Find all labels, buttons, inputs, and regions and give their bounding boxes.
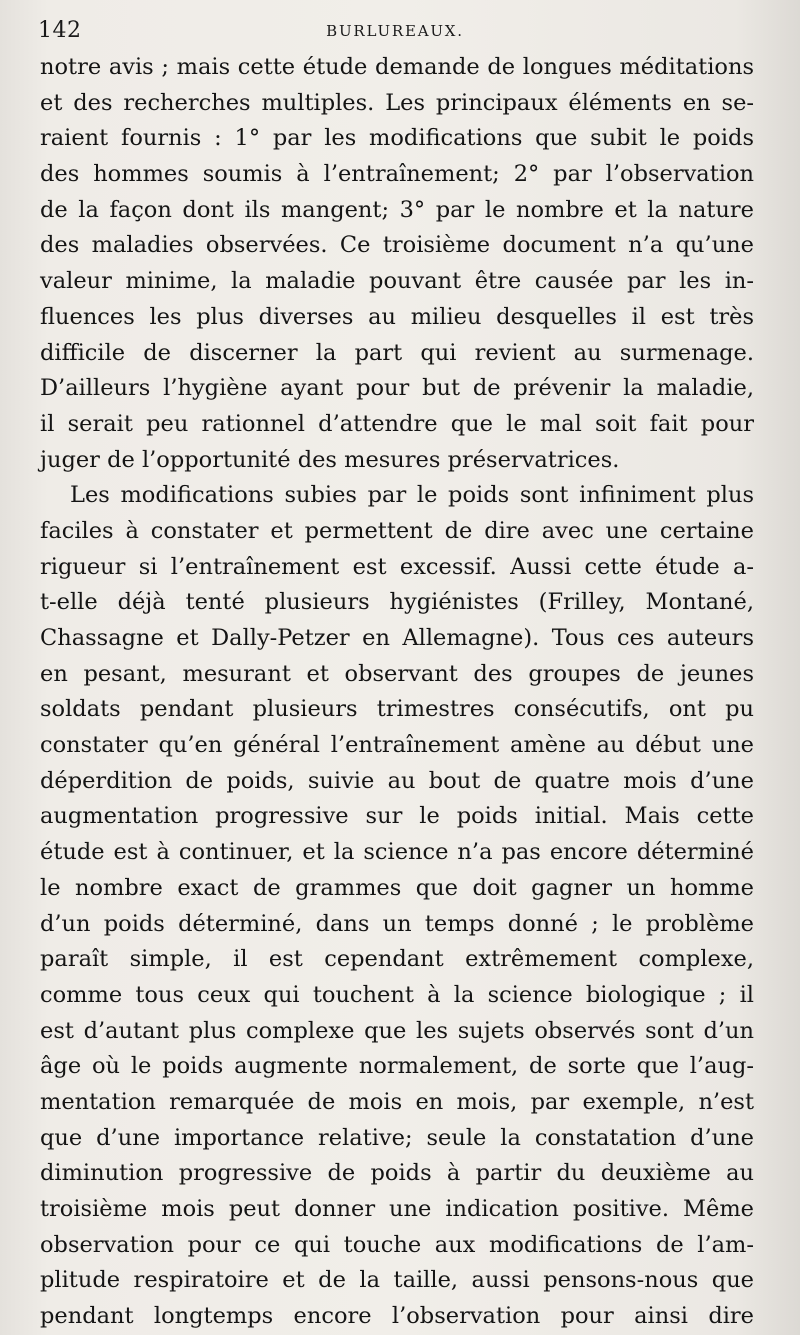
running-head: BURLUREAUX. [326,22,464,40]
text-line: comme tous ceux qui touchent à la science biologique ; il [40,981,754,1008]
text-line: est d’autant plus complexe que les sujets observés sont d’un [40,1017,754,1044]
text-line: difficile de discerner la part qui revient au surmenage. [40,339,754,366]
paragraph-start-line: Les modifications subies par le poids sont infiniment plus [70,482,754,509]
text-line: D’ailleurs l’hygiène ayant pour but de prévenir la maladie, [40,375,754,402]
text-line: troisième mois peut donner une indication positive. Même [40,1196,754,1222]
text-line: soldats pendant plusieurs trimestres consécutifs, ont pu [40,696,754,723]
text-line: augmentation progressive sur le poids initial. Mais cette [40,803,754,830]
text-line: des hommes soumis à l’entraînement; 2° par l’observation [40,161,754,188]
text-line: âge où le poids augmente normalement, de sorte que l’aug- [40,1053,754,1080]
text-line: Chassagne et Dally-Petzer en Allemagne). Tous ces auteurs [40,625,754,651]
text-line: étude est à continuer, et la science n’a pas encore déterminé [40,839,754,866]
text-line: d’un poids déterminé, dans un temps donné ; le problème [40,910,754,937]
text-line: le nombre exact de grammes que doit gagner un homme [40,874,754,901]
body-text [40,50,754,1335]
text-line: des maladies observées. Ce troisième document n’a qu’une [40,232,754,259]
text-line: et des recherches multiples. Les principaux éléments en se- [40,89,754,116]
text-line: il serait peu rationnel d’attendre que le mal soit fait pour [40,410,754,437]
text-line: pendant longtemps encore l’observation pour ainsi dire [40,1303,754,1330]
text-line: en pesant, mesurant et observant des groupes de jeunes [40,660,754,687]
text-line: de la façon dont ils mangent; 3° par le nombre et la nature [40,196,754,223]
text-line: plitude respiratoire et de la taille, aussi pensons-nous que [40,1267,754,1294]
text-line: faciles à constater et permettent de dire avec une certaine [40,517,754,544]
text-line: déperdition de poids, suivie au bout de quatre mois d’une [40,767,754,794]
text-line: paraît simple, il est cependant extrêmement complexe, [40,946,754,973]
text-line: fluences les plus diverses au milieu desquelles il est très [40,303,754,330]
page-number: 142 [38,18,82,43]
text-line: juger de l’opportunité des mesures préservatrices. [40,446,620,473]
text-line: que d’une importance relative; seule la constatation d’une [40,1124,754,1151]
text-line: t-elle déjà tenté plusieurs hygiénistes (Frilley, Montané, [40,589,754,616]
text-line: observation pour ce qui touche aux modifications de l’am- [40,1231,754,1258]
text-line: constater qu’en général l’entraînement amène au début une [40,732,754,759]
text-line: raient fournis : 1° par les modifications que subit le poids [40,125,754,152]
text-line: valeur minime, la maladie pouvant être causée par les in- [40,268,754,295]
text-line: mentation remarquée de mois en mois, par exemple, n’est [40,1088,754,1115]
text-line: notre avis ; mais cette étude demande de longues méditations [40,54,754,80]
text-line: diminution progressive de poids à partir du deuxième au [40,1160,754,1187]
page-header [38,14,752,50]
text-line: rigueur si l’entraînement est excessif. Aussi cette étude a- [40,553,754,580]
